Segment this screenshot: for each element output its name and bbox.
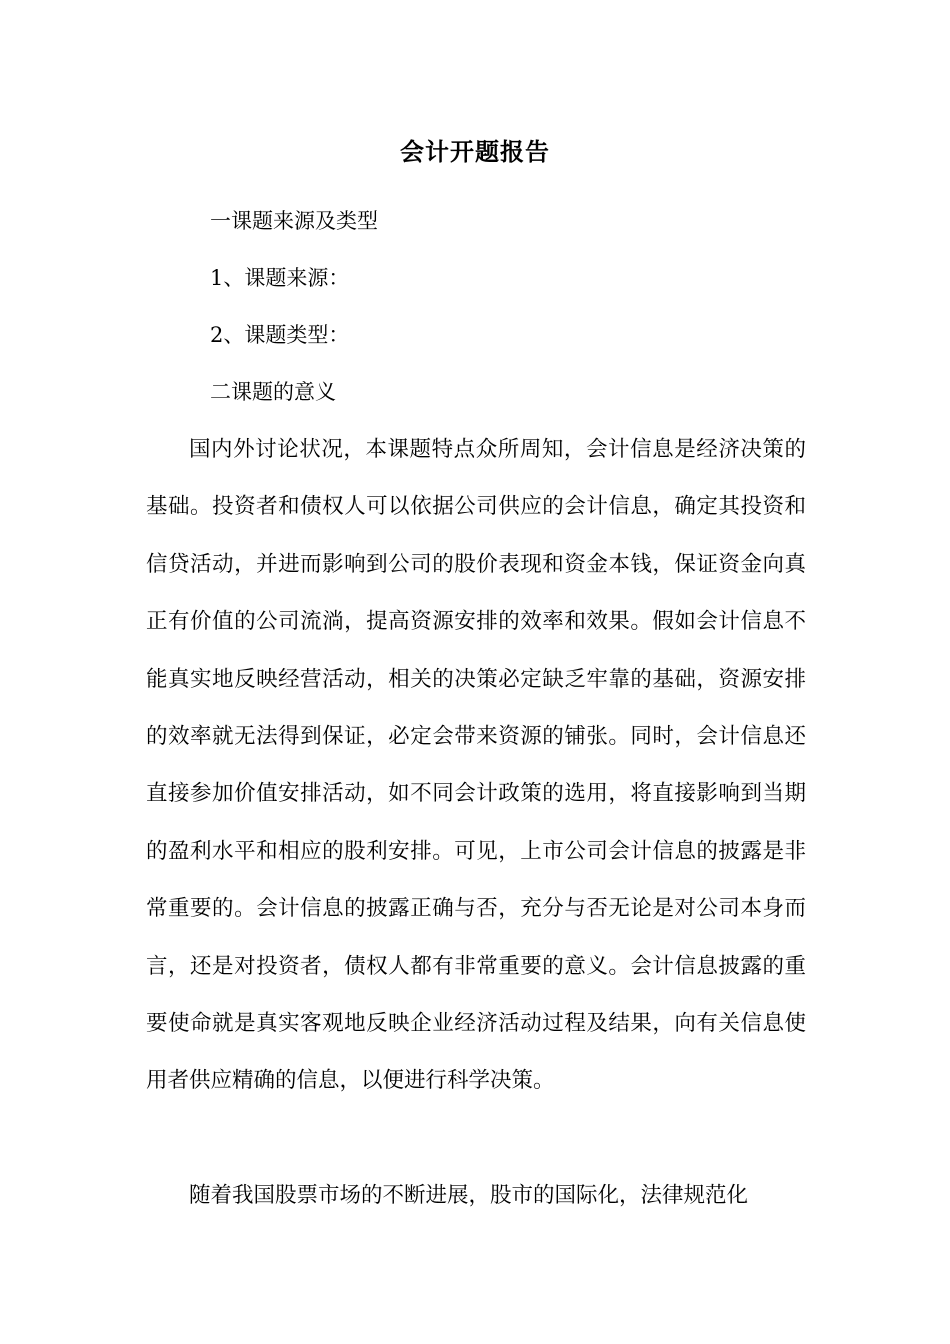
subheading-topic-type: 2、课题类型： — [210, 323, 350, 347]
body-paragraph: 国内外讨论状况，本课题特点众所周知，会计信息是经济决策的基础。投资者和债权人可以依据公司供应的会计信息，确定其投资和信贷活动，并进而影响到公司的股价表现和资金本钱，保证资金向真正有价值的公司流淌，提高资源安排的效率和效果。假如会计信息不能真实地反映经营活动，相关的决策必定缺乏牢靠的基础，资源安排的效率就无法得到保证，必定会带来资源的铺张。同时，会计信息还直接参加价值安排活动，如不同会计政策的选用，将直接影响到当期的盈利水平和相应的股利安排。可见，上市公司会计信息的披露是非常重要的。会计信息的披露正确与否，充分与否无论是对公司本身而言，还是对投资者，债权人都有非常重要的意义。会计信息披露的重要使命就是真实客观地反映企业经济活动过程及结果，向有关信息使用者供应精确的信息，以便进行科学决策。 — [146, 437, 806, 1094]
document-title: 会计开题报告 — [400, 137, 550, 166]
section-heading-source-type: 一课题来源及类型 — [210, 209, 378, 233]
section-heading-significance: 二课题的意义 — [210, 380, 336, 404]
body-paragraph: 随着我国股票市场的不断进展，股市的国际化，法律规范化 — [189, 1183, 749, 1208]
subheading-topic-source: 1、课题来源： — [210, 266, 350, 290]
